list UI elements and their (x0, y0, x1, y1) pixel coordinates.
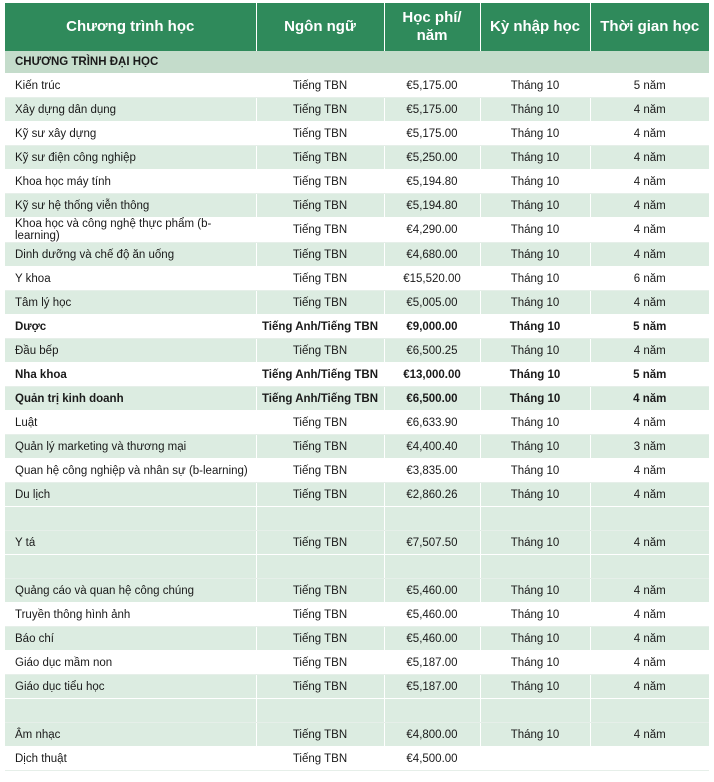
cell-fee: €4,400.40 (384, 435, 480, 459)
cell-fee: €5,175.00 (384, 98, 480, 122)
cell-duration: 6 năm (590, 267, 709, 291)
table-row (5, 194, 709, 218)
cell-duration: 4 năm (590, 603, 709, 627)
cell-fee: €4,800.00 (384, 723, 480, 747)
cell-duration: 4 năm (590, 387, 709, 411)
cell-program (5, 507, 256, 531)
table-row (5, 339, 709, 363)
cell-fee: €5,194.80 (384, 170, 480, 194)
cell-language: Tiếng TBN (256, 435, 384, 459)
cell-language: Tiếng TBN (256, 267, 384, 291)
cell-fee: €5,460.00 (384, 603, 480, 627)
cell-duration: 4 năm (590, 531, 709, 555)
cell-duration: 4 năm (590, 194, 709, 218)
cell-intake (480, 699, 590, 723)
cell-program: Khoa học máy tính (5, 170, 256, 194)
header-program: Chương trình học (5, 3, 256, 51)
cell-program (5, 699, 256, 723)
cell-intake: Tháng 10 (480, 531, 590, 555)
table-row (5, 315, 709, 339)
cell-program: Dược (5, 315, 256, 339)
table-row (5, 459, 709, 483)
header-fee: Học phí/ năm (384, 3, 480, 51)
cell-language: Tiếng TBN (256, 483, 384, 507)
cell-intake: Tháng 10 (480, 339, 590, 363)
section-row (5, 51, 709, 74)
cell-language: Tiếng TBN (256, 74, 384, 98)
cell-intake (480, 507, 590, 531)
table-row (5, 291, 709, 315)
cell-duration: 4 năm (590, 122, 709, 146)
table-row (5, 483, 709, 507)
cell-duration: 4 năm (590, 459, 709, 483)
table-row (5, 218, 709, 243)
cell-fee: €6,500.00 (384, 387, 480, 411)
cell-fee: €5,187.00 (384, 651, 480, 675)
cell-intake: Tháng 10 (480, 627, 590, 651)
cell-intake: Tháng 10 (480, 603, 590, 627)
cell-program: Kỹ sư điện công nghiệp (5, 146, 256, 170)
cell-duration (590, 555, 709, 579)
cell-language: Tiếng TBN (256, 146, 384, 170)
cell-language: Tiếng TBN (256, 459, 384, 483)
cell-duration (590, 747, 709, 771)
cell-language (256, 699, 384, 723)
cell-fee: €5,175.00 (384, 74, 480, 98)
cell-duration: 4 năm (590, 218, 709, 243)
tuition-table-container (5, 3, 709, 771)
table-row-blank (5, 507, 709, 531)
table-body (5, 51, 709, 771)
cell-program: Kỹ sư hệ thống viễn thông (5, 194, 256, 218)
cell-fee (384, 555, 480, 579)
cell-duration: 5 năm (590, 363, 709, 387)
cell-intake (480, 747, 590, 771)
cell-fee: €4,500.00 (384, 747, 480, 771)
cell-fee: €5,005.00 (384, 291, 480, 315)
cell-duration (590, 507, 709, 531)
cell-language (256, 507, 384, 531)
cell-intake: Tháng 10 (480, 363, 590, 387)
cell-fee (384, 699, 480, 723)
table-row (5, 651, 709, 675)
cell-program: Quản trị kinh doanh (5, 387, 256, 411)
cell-program: Quan hệ công nghiệp và nhân sự (b-learning) (5, 459, 256, 483)
cell-fee: €5,460.00 (384, 627, 480, 651)
cell-fee: €7,507.50 (384, 531, 480, 555)
cell-program: Dịch thuật (5, 747, 256, 771)
cell-duration: 4 năm (590, 651, 709, 675)
cell-program: Y khoa (5, 267, 256, 291)
cell-program (5, 555, 256, 579)
cell-intake: Tháng 10 (480, 267, 590, 291)
cell-intake: Tháng 10 (480, 98, 590, 122)
table-row (5, 603, 709, 627)
cell-language: Tiếng Anh/Tiếng TBN (256, 363, 384, 387)
cell-language: Tiếng TBN (256, 170, 384, 194)
cell-duration: 4 năm (590, 627, 709, 651)
cell-duration: 3 năm (590, 435, 709, 459)
cell-fee: €2,860.26 (384, 483, 480, 507)
cell-language: Tiếng TBN (256, 747, 384, 771)
cell-intake: Tháng 10 (480, 651, 590, 675)
cell-program: Kỹ sư xây dựng (5, 122, 256, 146)
table-row (5, 627, 709, 651)
tuition-table (5, 3, 709, 771)
header-intake: Kỳ nhập học (480, 3, 590, 51)
cell-fee: €3,835.00 (384, 459, 480, 483)
cell-language: Tiếng TBN (256, 675, 384, 699)
cell-language: Tiếng TBN (256, 194, 384, 218)
cell-duration: 4 năm (590, 483, 709, 507)
cell-program: Quản lý marketing và thương mại (5, 435, 256, 459)
cell-intake: Tháng 10 (480, 411, 590, 435)
cell-duration: 4 năm (590, 146, 709, 170)
cell-language: Tiếng TBN (256, 723, 384, 747)
table-row (5, 579, 709, 603)
cell-language: Tiếng TBN (256, 603, 384, 627)
cell-language: Tiếng TBN (256, 98, 384, 122)
cell-language (256, 555, 384, 579)
cell-duration: 5 năm (590, 74, 709, 98)
cell-intake: Tháng 10 (480, 218, 590, 243)
cell-intake: Tháng 10 (480, 170, 590, 194)
cell-duration: 4 năm (590, 339, 709, 363)
cell-language: Tiếng TBN (256, 243, 384, 267)
cell-language: Tiếng TBN (256, 579, 384, 603)
cell-fee: €5,194.80 (384, 194, 480, 218)
cell-language: Tiếng TBN (256, 627, 384, 651)
section-title: CHƯƠNG TRÌNH ĐẠI HỌC (5, 51, 709, 74)
table-row (5, 122, 709, 146)
cell-intake: Tháng 10 (480, 74, 590, 98)
cell-intake: Tháng 10 (480, 723, 590, 747)
cell-program: Âm nhạc (5, 723, 256, 747)
cell-duration (590, 699, 709, 723)
table-row (5, 98, 709, 122)
table-row-blank (5, 555, 709, 579)
cell-language: Tiếng TBN (256, 122, 384, 146)
cell-program: Giáo dục mầm non (5, 651, 256, 675)
cell-program: Giáo dục tiểu học (5, 675, 256, 699)
table-row (5, 387, 709, 411)
cell-intake: Tháng 10 (480, 435, 590, 459)
cell-intake: Tháng 10 (480, 387, 590, 411)
cell-program: Khoa học và công nghệ thực phẩm (b-learning) (5, 218, 256, 243)
table-row (5, 435, 709, 459)
cell-fee: €6,500.25 (384, 339, 480, 363)
cell-program: Y tá (5, 531, 256, 555)
header-language: Ngôn ngữ (256, 3, 384, 51)
cell-language: Tiếng Anh/Tiếng TBN (256, 387, 384, 411)
cell-fee: €5,250.00 (384, 146, 480, 170)
cell-program: Báo chí (5, 627, 256, 651)
cell-program: Quảng cáo và quan hệ công chúng (5, 579, 256, 603)
cell-fee: €4,290.00 (384, 218, 480, 243)
table-row (5, 170, 709, 194)
cell-program: Dinh dưỡng và chế độ ăn uống (5, 243, 256, 267)
table-row (5, 723, 709, 747)
header-duration: Thời gian học (590, 3, 709, 51)
cell-duration: 4 năm (590, 98, 709, 122)
cell-intake: Tháng 10 (480, 122, 590, 146)
cell-fee: €5,175.00 (384, 122, 480, 146)
cell-intake: Tháng 10 (480, 146, 590, 170)
table-row (5, 74, 709, 98)
cell-language: Tiếng TBN (256, 291, 384, 315)
table-row (5, 411, 709, 435)
cell-program: Đầu bếp (5, 339, 256, 363)
cell-duration: 4 năm (590, 170, 709, 194)
cell-intake: Tháng 10 (480, 579, 590, 603)
cell-language: Tiếng TBN (256, 339, 384, 363)
cell-fee (384, 507, 480, 531)
cell-program: Luật (5, 411, 256, 435)
cell-intake: Tháng 10 (480, 459, 590, 483)
cell-program: Nha khoa (5, 363, 256, 387)
cell-fee: €6,633.90 (384, 411, 480, 435)
table-row (5, 267, 709, 291)
cell-language: Tiếng TBN (256, 411, 384, 435)
cell-duration: 5 năm (590, 315, 709, 339)
cell-intake: Tháng 10 (480, 315, 590, 339)
table-row (5, 747, 709, 771)
cell-fee: €4,680.00 (384, 243, 480, 267)
cell-fee: €5,460.00 (384, 579, 480, 603)
cell-language: Tiếng TBN (256, 218, 384, 243)
header-row (5, 3, 709, 51)
cell-program: Du lịch (5, 483, 256, 507)
table-row-blank (5, 699, 709, 723)
cell-program: Xây dựng dân dụng (5, 98, 256, 122)
cell-fee: €5,187.00 (384, 675, 480, 699)
cell-intake: Tháng 10 (480, 243, 590, 267)
table-row (5, 675, 709, 699)
table-row (5, 531, 709, 555)
cell-fee: €13,000.00 (384, 363, 480, 387)
cell-program: Truyền thông hình ảnh (5, 603, 256, 627)
cell-language: Tiếng TBN (256, 531, 384, 555)
cell-duration: 4 năm (590, 723, 709, 747)
table-row (5, 243, 709, 267)
cell-program: Kiến trúc (5, 74, 256, 98)
cell-intake: Tháng 10 (480, 675, 590, 699)
cell-language: Tiếng TBN (256, 651, 384, 675)
cell-program: Tâm lý học (5, 291, 256, 315)
cell-fee: €9,000.00 (384, 315, 480, 339)
cell-duration: 4 năm (590, 291, 709, 315)
cell-duration: 4 năm (590, 243, 709, 267)
table-row (5, 363, 709, 387)
cell-intake: Tháng 10 (480, 483, 590, 507)
cell-language: Tiếng Anh/Tiếng TBN (256, 315, 384, 339)
table-row (5, 146, 709, 170)
cell-duration: 4 năm (590, 579, 709, 603)
cell-duration: 4 năm (590, 675, 709, 699)
cell-intake (480, 555, 590, 579)
cell-intake: Tháng 10 (480, 291, 590, 315)
cell-duration: 4 năm (590, 411, 709, 435)
cell-fee: €15,520.00 (384, 267, 480, 291)
cell-intake: Tháng 10 (480, 194, 590, 218)
